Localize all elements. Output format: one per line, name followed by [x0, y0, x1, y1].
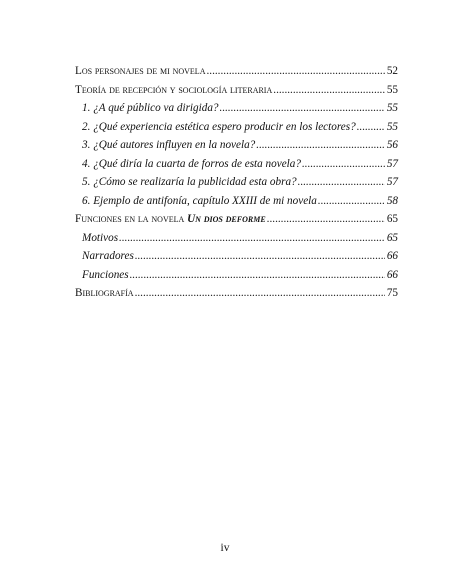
toc-entry-title-emphasis: Un dios deforme [187, 213, 266, 225]
toc-entry-page: 65 [386, 231, 398, 244]
toc-leader-dots [135, 284, 385, 303]
toc-subentry[interactable] [75, 247, 398, 266]
toc-entry-title: Los personajes de mi novela [75, 65, 206, 77]
toc-entry[interactable] [75, 62, 398, 81]
toc-subentry[interactable] [75, 136, 398, 155]
toc-leader-dots [135, 247, 385, 266]
toc-entry-title: Motivos [82, 231, 119, 244]
toc-entry-title-prefix: Funciones en la novela [75, 213, 188, 225]
toc-entry-title: Bibliografía [75, 287, 134, 299]
toc-leader-dots [318, 192, 385, 211]
toc-entry-page: 75 [386, 287, 398, 299]
toc-entry-page: 55 [386, 120, 398, 133]
page-number: iv [220, 542, 230, 554]
toc-leader-dots [130, 266, 385, 285]
toc-entry-title: Narradores [82, 250, 134, 262]
toc-entry[interactable] [75, 210, 398, 229]
toc-entry-title: 3. ¿Qué autores influyen en la novela? [82, 139, 256, 151]
toc-leader-dots [256, 136, 385, 155]
toc-entry-title [75, 210, 266, 229]
toc-entry[interactable] [75, 284, 398, 303]
toc-entry-title: 2. ¿Qué experiencia estética espero producir en los lectores? [82, 120, 356, 133]
toc-subentry[interactable] [75, 118, 398, 137]
toc-entry-page: 66 [386, 250, 398, 262]
toc-entry-title: Teoría de recepción y sociología literaria [75, 83, 273, 96]
toc-leader-dots [298, 173, 385, 192]
toc-leader-dots [206, 62, 384, 81]
toc-entry-title: Funciones [82, 268, 129, 281]
toc-leader-dots [119, 229, 385, 248]
toc-entry-page: 55 [386, 83, 398, 96]
toc-subentry[interactable] [75, 173, 398, 192]
toc-entry-title: 6. Ejemplo de antifonía, capítulo XXIII de mi novela [82, 194, 317, 207]
toc-entry-page: 65 [386, 213, 398, 225]
toc-entry-page: 58 [386, 194, 398, 207]
toc-leader-dots [220, 99, 385, 118]
toc-subentry[interactable] [75, 155, 398, 174]
toc-entry-title: 5. ¿Cómo se realizaría la publicidad esta obra? [82, 176, 297, 188]
table-of-contents [75, 62, 398, 303]
toc-entry-page: 55 [386, 102, 398, 114]
toc-entry-page: 52 [386, 65, 398, 77]
toc-entry-title: 1. ¿A qué público va dirigida? [82, 102, 219, 114]
toc-entry-page: 56 [386, 139, 398, 151]
toc-leader-dots [267, 210, 385, 229]
toc-entry-page: 57 [386, 176, 398, 188]
toc-subentry[interactable] [75, 266, 398, 285]
toc-leader-dots [273, 81, 385, 100]
toc-leader-dots [357, 118, 385, 137]
toc-entry-page: 66 [386, 268, 398, 281]
toc-entry-page: 57 [386, 157, 398, 170]
toc-entry-title: 4. ¿Qué diría la cuarta de forros de esta novela? [82, 157, 301, 170]
toc-entry[interactable] [75, 81, 398, 100]
toc-subentry[interactable] [75, 229, 398, 248]
toc-subentry[interactable] [75, 99, 398, 118]
toc-subentry[interactable] [75, 192, 398, 211]
toc-leader-dots [302, 155, 385, 174]
